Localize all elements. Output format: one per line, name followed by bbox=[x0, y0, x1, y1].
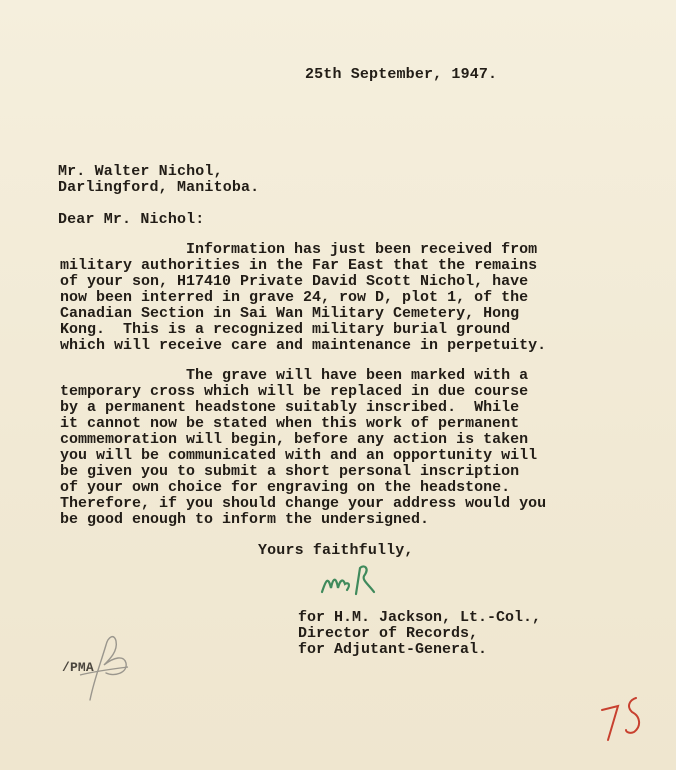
signature-line: Director of Records, bbox=[298, 625, 479, 642]
paragraph-line: temporary cross which will be replaced in due course bbox=[60, 383, 529, 400]
paragraph-line: of your own choice for engraving on the headstone. bbox=[60, 479, 511, 496]
addressee-location: Darlingford, Manitoba. bbox=[58, 179, 260, 196]
paragraph-line: now been interred in grave 24, row D, plot 1, of the bbox=[60, 289, 529, 306]
paragraph-line: The grave will have been marked with a bbox=[60, 367, 529, 384]
signature-line: for Adjutant-General. bbox=[298, 641, 488, 658]
paragraph-line: be good enough to inform the undersigned. bbox=[60, 511, 430, 528]
paragraph-line: by a permanent headstone suitably inscribed. While bbox=[60, 399, 520, 416]
closing: Yours faithfully, bbox=[258, 542, 414, 559]
paragraph-line: you will be communicated with and an opportunity will bbox=[60, 447, 538, 464]
letter-date: 25th September, 1947. bbox=[305, 66, 498, 83]
paragraph-line: it cannot now be stated when this work of permanent bbox=[60, 415, 520, 432]
paragraph-1 bbox=[60, 242, 600, 354]
addressee-name: Mr. Walter Nichol, bbox=[58, 163, 223, 180]
salutation: Dear Mr. Nichol: bbox=[58, 211, 205, 228]
initials-reference: /PMA bbox=[62, 660, 94, 675]
paragraph-line: of your son, H17410 Private David Scott Nichol, have bbox=[60, 273, 529, 290]
paragraph-line: military authorities in the Far East that the remains bbox=[60, 257, 538, 274]
paragraph-line: commemoration will begin, before any action is taken bbox=[60, 431, 529, 448]
paragraph-line: Canadian Section in Sai Wan Military Cemetery, Hong bbox=[60, 305, 520, 322]
paragraph-line: which will receive care and maintenance in perpetuity. bbox=[60, 337, 547, 354]
paragraph-line: be given you to submit a short personal inscription bbox=[60, 463, 520, 480]
handwritten-number bbox=[596, 692, 656, 752]
pencil-scribble bbox=[70, 625, 140, 705]
signature-line: for H.M. Jackson, Lt.-Col., bbox=[298, 609, 542, 626]
paragraph-line: Information has just been received from bbox=[60, 241, 538, 258]
paragraph-line: Kong. This is a recognized military burial ground bbox=[60, 321, 511, 338]
handwritten-number-glyphs bbox=[596, 692, 656, 752]
paragraph-2 bbox=[60, 368, 600, 528]
handwritten-initials-signature bbox=[318, 562, 388, 602]
paragraph-line: Therefore, if you should change your address would you bbox=[60, 495, 547, 512]
